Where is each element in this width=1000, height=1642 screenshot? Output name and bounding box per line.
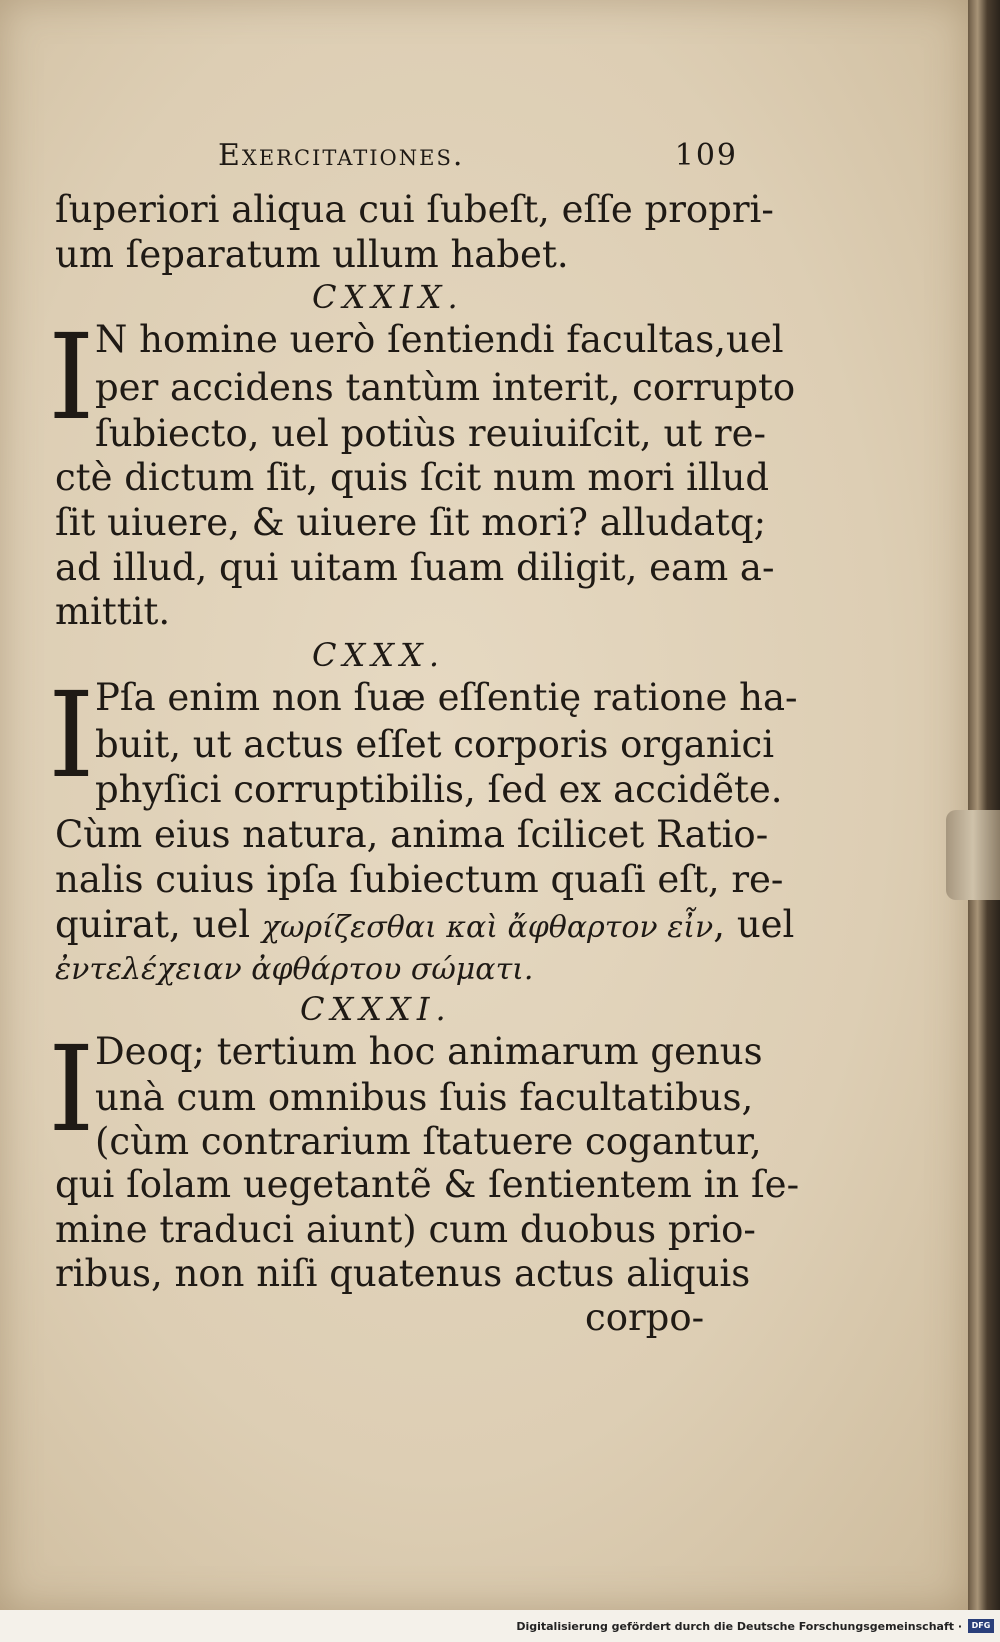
text-line: nalis cuius ipſa ſubiectum quaſi eſt, re- [55,858,784,901]
text-line: per accidens tantùm interit, corrupto [95,366,796,409]
text-line: ctè dictum ſit, quis ſcit num mori illud [55,456,770,499]
running-head-title: Exercitationes. [218,138,465,173]
text-line: ſubiecto, uel potiùs reuiuiſcit, ut re- [95,412,766,455]
text-line: mine traduci aiunt) cum duobus prio- [55,1208,756,1251]
text-line-mixed [55,905,794,948]
text-line: buit, ut actus eſſet corporis organici [95,723,775,766]
dfg-logo: DFG [968,1619,994,1633]
running-head [218,138,738,173]
text-line: Deoq; tertium hoc animarum genus [95,1030,763,1073]
text-line: (cùm contrarium ſtatuere cogantur, [95,1120,762,1163]
text-line: ſit uiuere, & uiuere ſit mori? alludatq; [55,501,767,544]
text-line: qui ſolam uegetantẽ & ſentientem in ſe- [55,1163,800,1206]
text-line: Pſa enim non ſuæ eſſentię ratione ha- [95,676,798,719]
text-line: ribus, non niſi quatenus actus aliquis [55,1252,751,1295]
latin-text: quirat, uel [55,903,251,946]
section-heading: CXXIX. [312,278,464,316]
text-line: unà cum omnibus ſuis facultatibus, [95,1076,754,1119]
greek-text: χωρίζεσθαι καὶ ἄφθαρτον εἶν [261,910,714,945]
section-heading: CXXX. [312,636,445,674]
catchword: corpo- [585,1296,705,1339]
text-line: mittit. [55,590,171,633]
text-line: N homine uerò ſentiendi facultas,uel [95,318,784,361]
book-spine [968,0,1000,1610]
greek-line: ἐντελέχειαν ἀφθάρτου σώματι. [55,952,534,987]
page-number: 109 [674,138,738,173]
drop-initial: I [48,308,95,446]
text-line: phyſici corruptibilis, ſed ex accidẽte. [95,768,783,811]
drop-initial: I [48,666,95,804]
text-line: ſuperiori aliqua cui ſubeſt, eſſe propri- [55,188,774,231]
drop-initial: I [48,1020,95,1158]
text-line: Cùm eius natura, anima ſcilicet Ratio- [55,813,769,856]
text-line: ad illud, qui uitam ſuam diligit, eam a- [55,546,775,589]
text-line: um ſeparatum ullum habet. [55,233,569,276]
section-heading: CXXXI. [300,990,452,1028]
digitization-credit: Digitalisierung gefördert durch die Deutsche Forschungsgemeinschaft · [516,1620,962,1633]
latin-text: , uel [713,903,795,946]
